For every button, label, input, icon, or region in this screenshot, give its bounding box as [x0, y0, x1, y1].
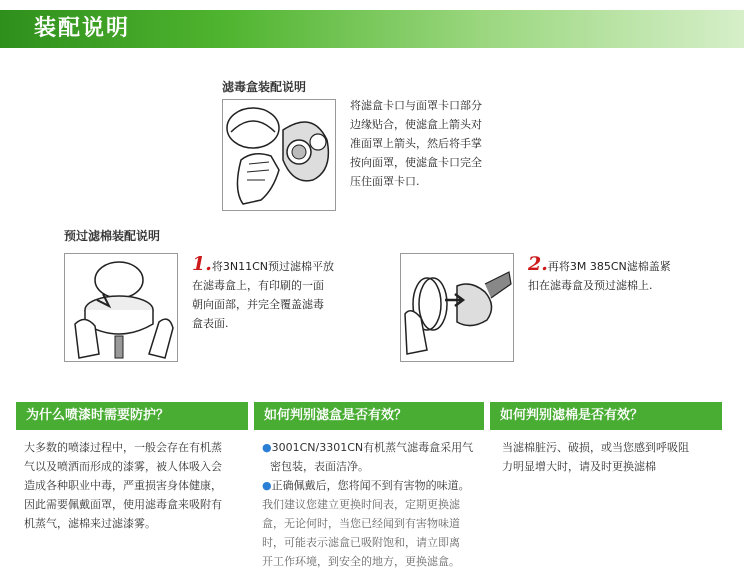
bullet-dot-icon: ● — [262, 479, 272, 492]
text-line: 按向面罩，使滤盒卡口完全 — [350, 156, 482, 169]
text-line: 造成各种职业中毒，严重损害身体健康， — [24, 479, 222, 492]
text-line: 3001CN/3301CN有机蒸气滤毒盒采用气 — [271, 441, 474, 454]
filter-valid-text — [502, 438, 722, 476]
text-line: 机蒸气，滤棉来过滤漆雾。 — [24, 517, 156, 530]
bullet-line — [262, 476, 486, 495]
tab-filter-valid[interactable]: 如何判别滤棉是否有效？ — [490, 402, 722, 430]
text-line: 准面罩上箭头，然后将手掌 — [350, 137, 482, 150]
text-line: 开工作环境，到安全的地方，更换滤盒。 — [262, 555, 460, 568]
text-line: 压住面罩卡口. — [350, 175, 420, 188]
step1-line — [192, 255, 334, 276]
step1-instructions — [192, 255, 334, 333]
prefilter-place-illustration — [64, 253, 178, 362]
filter-cover-illustration — [400, 253, 514, 362]
step2-line: 扣在滤毒盒及预过滤棉上. — [528, 279, 653, 292]
step1-text: 将3N11CN预过滤棉平放 — [211, 260, 334, 273]
text-line: 大多数的喷漆过程中，一般会存在有机蒸 — [24, 441, 222, 454]
text-line: 盒，无论何时，当您已经闻到有害物味道 — [262, 517, 460, 530]
text-line: 正确佩戴后，您将闻不到有害物的味道。 — [271, 479, 470, 492]
tab-why-protect[interactable]: 为什么喷漆时需要防护？ — [16, 402, 248, 430]
step2-text: 再将3M 385CN滤棉盖紧 — [547, 260, 671, 273]
step1-line: 在滤毒盒上，有印刷的一面 — [192, 279, 324, 292]
text-line: 将滤盒卡口与面罩卡口部分 — [350, 99, 482, 112]
cartridge-section-title: 滤毒盒装配说明 — [222, 80, 307, 94]
text-line: 密包装，表面洁净。 — [270, 460, 369, 473]
step1-line: 朝向面部，并完全覆盖滤毒 — [192, 298, 324, 311]
tab-cartridge-valid[interactable]: 如何判别滤盒是否有效？ — [254, 402, 484, 430]
page-title: 装配说明 — [34, 16, 131, 41]
cartridge-assembly-icon — [223, 100, 335, 210]
text-line: 时，可能表示滤盒已吸附饱和，请立即离 — [262, 536, 460, 549]
text-line: 因此需要佩戴面罩，使用滤毒盒来吸附有 — [24, 498, 222, 511]
bullet-line — [262, 438, 486, 457]
text-line: 当滤棉脏污、破损，或当您感到呼吸阻 — [502, 441, 689, 454]
filter-cover-icon — [401, 254, 513, 361]
cartridge-instructions — [350, 96, 482, 191]
step2-instructions — [528, 255, 671, 295]
header-bar — [0, 10, 744, 48]
step1-line: 盒表面. — [192, 317, 229, 330]
cartridge-valid-text — [262, 438, 486, 571]
step2-line — [528, 255, 671, 276]
why-protect-text — [24, 438, 246, 533]
text-line: 我们建议您建立更换时间表，定期更换滤 — [262, 498, 460, 511]
text-line: 气以及喷洒而形成的漆雾，被人体吸入会 — [24, 460, 222, 473]
cartridge-assembly-illustration — [222, 99, 336, 211]
prefilter-place-icon — [65, 254, 177, 361]
text-line: 力明显增大时，请及时更换滤棉 — [502, 460, 656, 473]
text-line: 边缘贴合，使滤盒上箭头对 — [350, 118, 482, 131]
step2-number: 2. — [528, 253, 548, 275]
bullet-dot-icon: ● — [262, 441, 272, 454]
step1-number: 1. — [192, 253, 212, 275]
prefilter-section-title: 预过滤棉装配说明 — [64, 229, 161, 243]
